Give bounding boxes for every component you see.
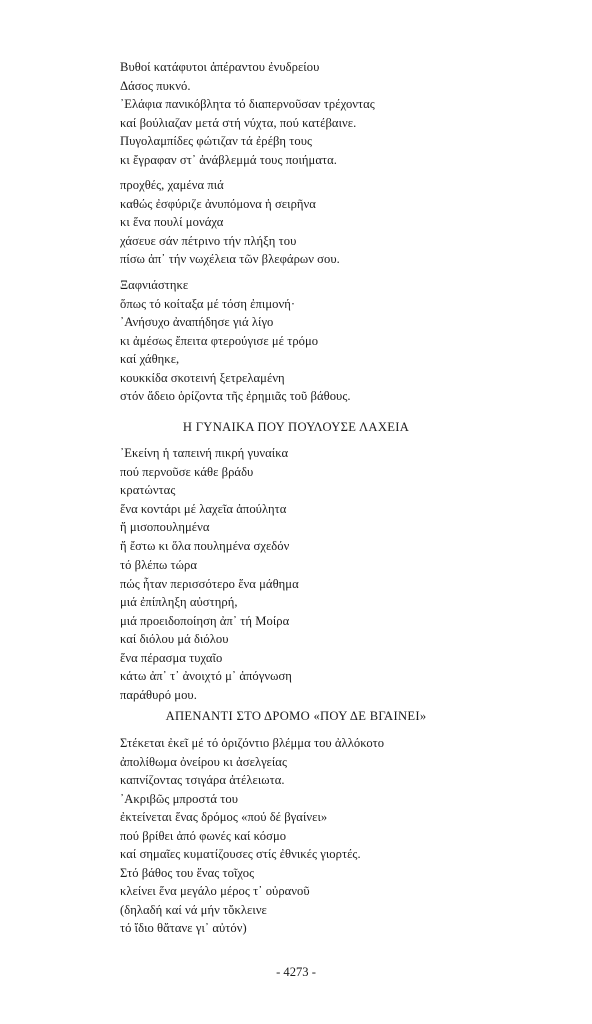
verse-line: ἕνα πέρασμα τυχαῖο	[120, 650, 223, 665]
poem1-stanza2	[120, 176, 520, 269]
verse-line: Βυθοί κατάφυτοι ἀπέραντου ἐνυδρείου	[120, 60, 320, 74]
verse-line: καί βούλιαζαν μετά στή νύχτα, πού κατέβαινε.	[120, 115, 357, 130]
verse-line: ᾿Ελάφια πανικόβλητα τό διαπερνοῦσαν τρέχοντας	[120, 97, 375, 111]
verse-line: κι ἕνα πουλί μονάχα	[120, 215, 224, 229]
verse-line: πού περνοῦσε κάθε βράδυ	[120, 464, 254, 479]
verse-line: τό βλέπω τώρα	[120, 558, 197, 572]
verse-line: καθώς ἐσφύριζε ἀνυπόμονα ἡ σειρῆνα	[120, 196, 316, 211]
verse-line: κι ἀμέσως ἔπειτα φτερούγισε μέ τρόμο	[120, 333, 319, 348]
verse-line: ἀπολίθωμα ὀνείρου κι ἀσελγείας	[120, 754, 287, 769]
verse-line: τό ἴδιο θἄτανε γι᾿ αὐτόν)	[120, 921, 247, 935]
verse-line: καπνίζοντας τσιγάρα ἀτέλειωτα.	[120, 773, 285, 787]
verse-line: ἤ ἔστω κι ὅλα πουλημένα σχεδόν	[120, 538, 290, 553]
verse-line: παράθυρό μου.	[120, 687, 197, 702]
verse-line: (δηλαδή καί νά μήν τὄκλεινε	[120, 902, 267, 917]
verse-line: ἕνα κοντάρι μέ λαχεῖα ἀπούλητα	[120, 501, 287, 516]
page-number: - 4273 -	[276, 965, 316, 979]
verse-line: Πυγολαμπίδες φώτιζαν τά ἐρέβη τους	[120, 134, 313, 148]
verse-line: κρατώντας	[120, 483, 176, 497]
verse-line: προχθές, χαμένα πιά	[120, 178, 224, 192]
verse-line: κουκκίδα σκοτεινή ξετρελαμένη	[120, 370, 285, 385]
verse-line: ᾿Ακριβῶς μπροστά του	[120, 791, 239, 806]
verse-line: μιά ἐπίπληξη αὐστηρή,	[120, 595, 238, 609]
verse-line: κι ἔγραφαν στ᾿ ἀνάβλεμμά τους ποιήματα.	[120, 152, 337, 167]
verse-line: καί σημαῖες κυματίζουσες στίς ἐθνικές γιορτές.	[120, 847, 361, 861]
verse-line: στόν ἄδειο ὁρίζοντα τῆς ἐρημιᾶς τοῦ βάθους.	[120, 389, 351, 403]
verse-line: Ξαφνιάστηκε	[120, 278, 189, 292]
verse-line: Στό βάθος του ἕνας τοῖχος	[120, 865, 255, 880]
verse-line: ὅπως τό κοίταξα μέ τόση ἐπιμονή·	[120, 296, 296, 311]
verse-line: πού βρίθει ἀπό φωνές καί κόσμο	[120, 828, 287, 843]
poem3-title: ΑΠΕΝΑΝΤΙ ΣΤΟ ΔΡΟΜΟ «ΠΟΥ ΔΕ ΒΓΑΙΝΕΙ»	[165, 709, 427, 723]
verse-line: κάτω ἀπ᾿ τ᾿ ἀνοιχτό μ᾿ ἀπόγνωση	[120, 669, 292, 683]
poem2-stanza2	[120, 556, 520, 704]
verse-line: Δάσος πυκνό.	[120, 78, 191, 93]
verse-line: ᾿Εκείνη ἡ ταπεινή πικρή γυναίκα	[120, 446, 289, 460]
verse-line: ἤ μισοπουλημένα	[120, 520, 210, 534]
verse-line: κλείνει ἕνα μεγάλο μέρος τ᾿ οὐρανοῦ	[120, 884, 310, 898]
verse-line: χάσευε σάν πέτρινο τήν πλήξη του	[120, 233, 297, 248]
verse-line: Στέκεται ἐκεῖ μέ τό ὁριζόντιο βλέμμα του ἀλλόκοτο	[120, 736, 385, 750]
poem3-stanza1	[120, 734, 520, 938]
verse-line: ᾿Ανήσυχο ἀναπήδησε γιά λίγο	[120, 315, 274, 329]
verse-line: ἐκτείνεται ἕνας δρόμος «πού δέ βγαίνει»	[120, 810, 328, 824]
poem2-stanza1	[120, 444, 520, 555]
verse-line: πώς ἦταν περισσότερο ἕνα μάθημα	[120, 576, 299, 591]
verse-line: καί διόλου μά διόλου	[120, 632, 229, 646]
verse-line: μιά προειδοποίηση ἀπ᾿ τή Μοίρα	[120, 613, 290, 628]
verse-line: καί χάθηκε,	[120, 352, 180, 366]
poem1-stanza1	[120, 58, 520, 169]
poem1-stanza3	[120, 276, 520, 406]
verse-line: πίσω ἀπ᾿ τήν νωχέλεια τῶν βλεφάρων σου.	[120, 252, 340, 266]
poem2-title: Η ΓΥΝΑΙΚΑ ΠΟΥ ΠΟΥΛΟΥΣΕ ΛΑΧΕΙΑ	[182, 420, 410, 434]
